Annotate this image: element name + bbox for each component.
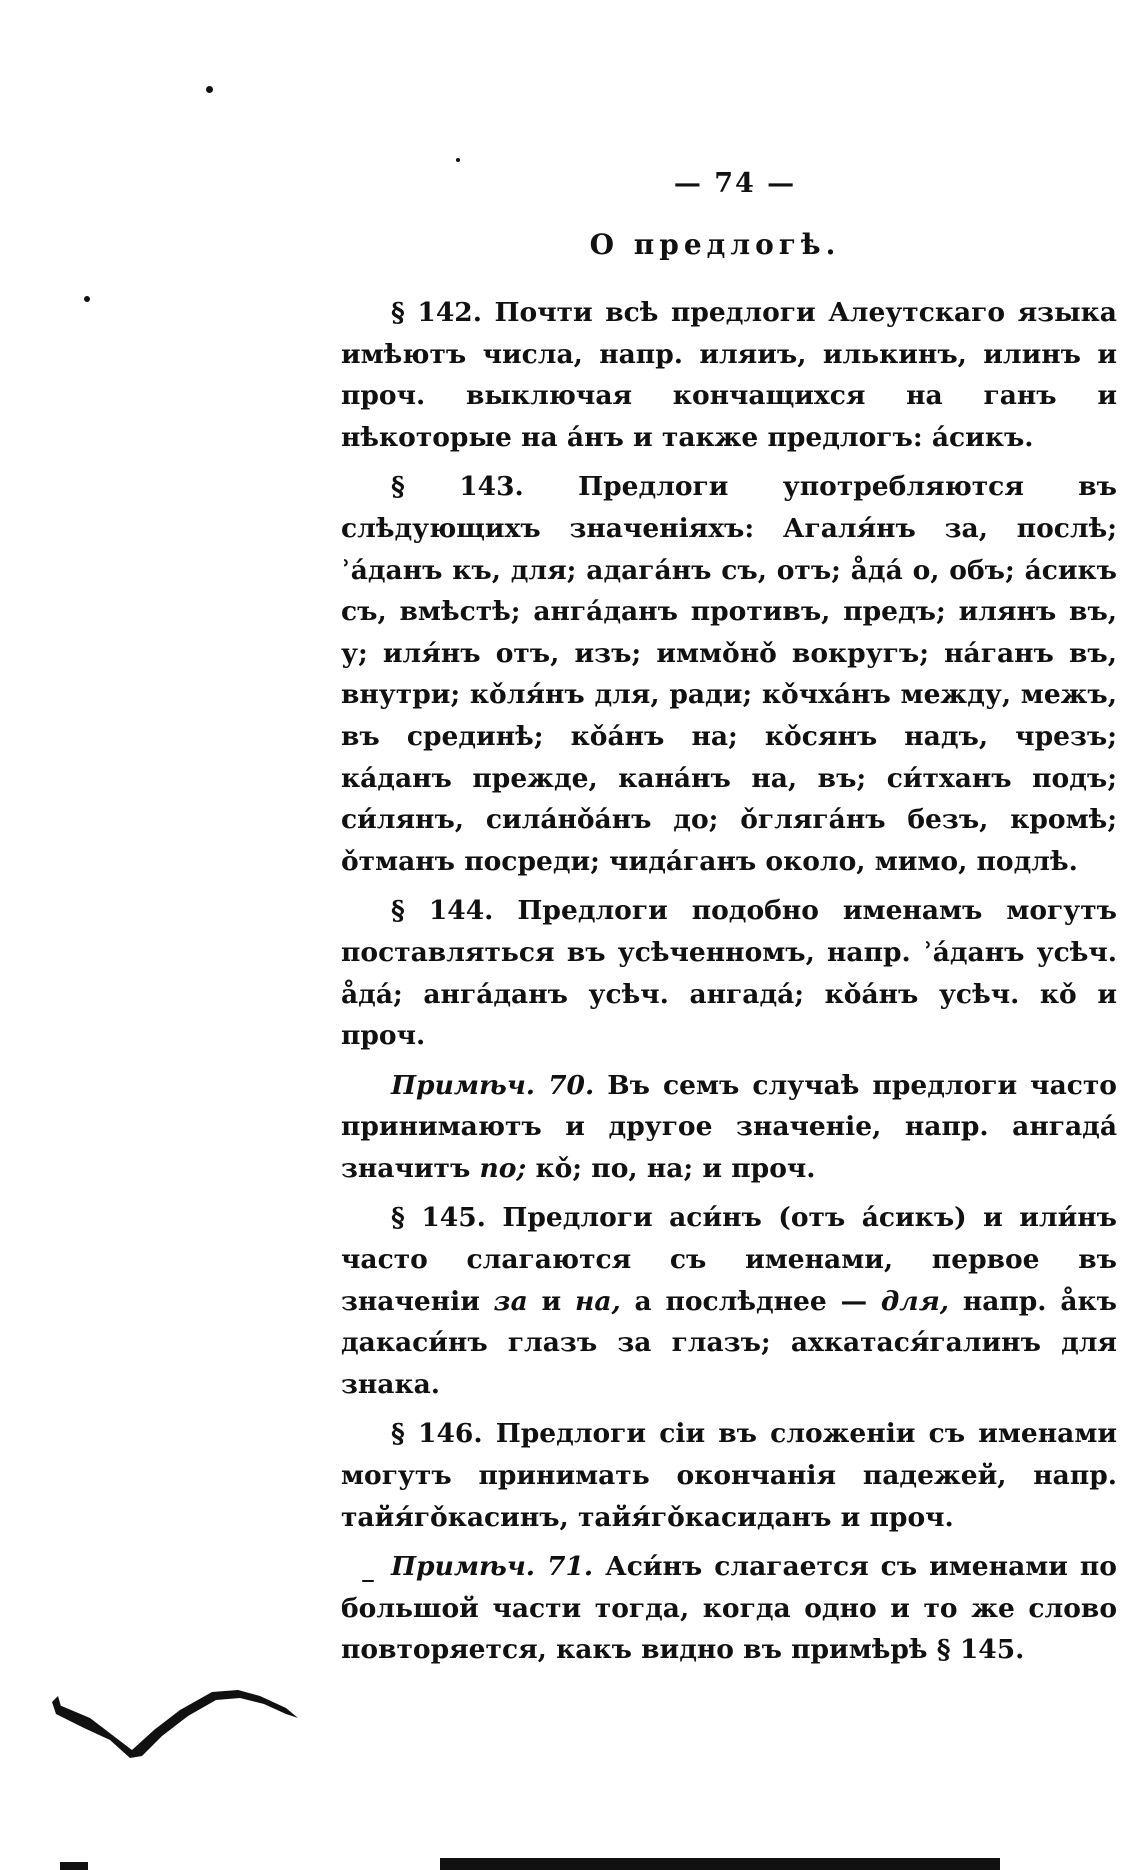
body-text: [341, 292, 1117, 1679]
note-label: Примѣч. 71.: [391, 1551, 594, 1583]
paragraph-145: [341, 1197, 1117, 1405]
note-71: [341, 1546, 1117, 1671]
scan-edge-strip: [440, 1858, 1000, 1870]
paragraph-text: Предлоги сіи въ сложеніи съ именами могутъ принимать окончанія падежей, напр. тайя́гǒкасинъ, тайя́гǒкасиданъ и проч.: [341, 1418, 1117, 1533]
paragraph-text: и: [541, 1285, 562, 1317]
paragraph-text: Почти всѣ предлоги Алеутскаго языка имѣютъ числа, напр. иляиъ, илькинъ, илинъ и проч. выключая кончащихся на ганъ и нѣкоторые на а́нъ и также предлогъ: а́сикъ.: [341, 297, 1117, 453]
italic-term: по;: [479, 1152, 527, 1184]
paragraph-text: Предлоги употребляются въ слѣдующихъ значеніяхъ: Агаля́нъ за, послѣ; ʾа́данъ къ, для; адага́нъ съ, отъ; а̊да́ о, объ; а́сикъ съ, вмѣстѣ; анга́данъ противъ, предъ; илянъ въ, у; иля́нъ отъ, изъ; иммǒнǒ вокругъ; на́ганъ въ, внутри; кǒля́нъ для, ради; кǒчха́нъ между, межъ, въ срединѣ; кǒа́нъ на; кǒсянъ надъ, чрезъ; ка́данъ прежде, кана́нъ на, въ; си́тханъ подъ; си́лянъ, сила́нǒа́нъ до; ǒгляга́нъ безъ, кромѣ; ǒтманъ посреди; чида́ганъ около, мимо, подлѣ.: [341, 471, 1117, 877]
italic-term: за: [493, 1285, 528, 1317]
section-number: § 142.: [391, 297, 482, 328]
note-70: [341, 1065, 1117, 1190]
paragraph-text: Въ семъ случаѣ предлоги часто принимаютъ и другое значеніе, напр. ангада́ значитъ: [341, 1069, 1117, 1184]
section-title: О предлогѣ.: [589, 228, 841, 261]
section-number: § 144.: [391, 895, 494, 927]
section-number: § 143.: [391, 471, 524, 503]
note-label: Примѣч. 70.: [391, 1069, 595, 1101]
page-number: — 74 —: [673, 168, 797, 199]
paragraph-text: кǒ; по, на; и проч.: [535, 1152, 816, 1184]
paragraph-text: Предлоги подобно именамъ могутъ поставляться въ усѣченномъ, напр. ʾа́данъ усѣч. а̊да́; анга́данъ усѣч. ангада́; кǒа́нъ усѣч. кǒ и проч.: [341, 895, 1117, 1052]
paragraph-146: [341, 1413, 1117, 1538]
ink-smudge: [50, 1670, 300, 1760]
scan-speck: [456, 158, 460, 162]
paragraph-144: [341, 890, 1117, 1056]
paragraph-text: а послѣднее —: [634, 1285, 868, 1317]
paragraph-text: Предлоги аси́нъ (отъ а́сикъ) и или́нъ часто слагаются съ именами, первое въ значеніи: [341, 1202, 1117, 1317]
scan-speck: [84, 296, 90, 302]
italic-term: для,: [880, 1285, 950, 1317]
italic-term: на,: [575, 1285, 621, 1317]
paragraph-text: напр. а̊къ дакаси́нъ глазъ за глазъ; ахкатася́галинъ для знака.: [341, 1285, 1117, 1400]
section-number: § 146.: [391, 1418, 483, 1450]
paragraph-143: [341, 466, 1117, 882]
scan-speck: [206, 86, 213, 93]
paragraph-142: [341, 292, 1117, 458]
scan-edge-strip: [60, 1862, 88, 1870]
paragraph-text: Аси́нъ слагается съ именами по большой части тогда, когда одно и то же слово повторяется, какъ видно въ примѣрѣ § 145.: [341, 1551, 1117, 1666]
section-number: § 145.: [391, 1202, 486, 1234]
